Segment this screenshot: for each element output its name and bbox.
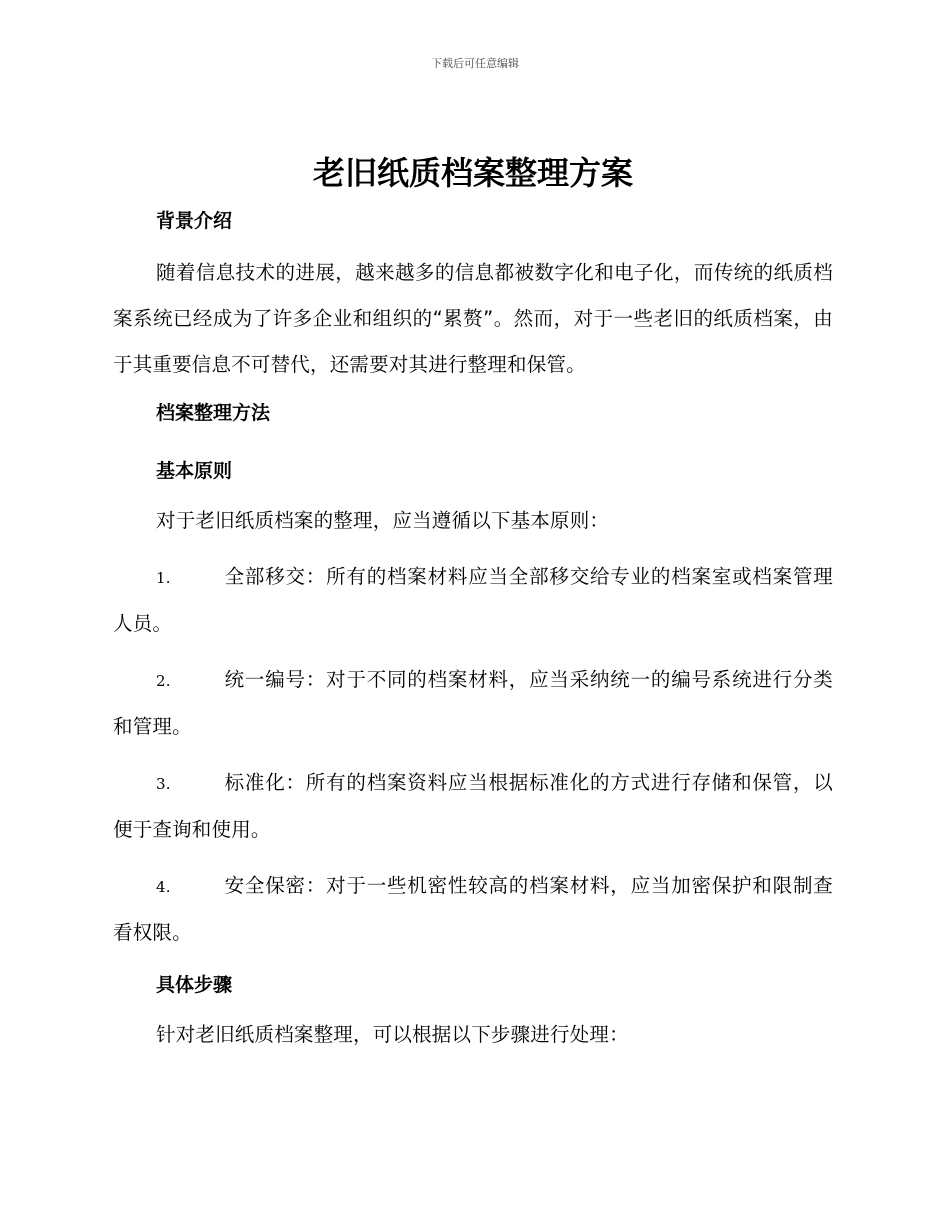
heading-method: 档案整理方法 [156, 402, 271, 424]
list-text: 标准化：所有的档案资料应当根据标准化的方式进行存储和保管，以便于查询和使用。 [113, 771, 833, 841]
list-text: 安全保密：对于一些机密性较高的档案材料，应当加密保护和限制查看权限。 [113, 874, 833, 944]
page-header: 下载后可任意编辑 [431, 57, 519, 70]
paragraph-background: 随着信息技术的进展，越来越多的信息都被数字化和电子化，而传统的纸质档案系统已经成为了许多企业和组织的“累赘”。然而，对于一些老旧的纸质档案，由于其重要信息不可替代，还需要对其进行整理和保管。 [113, 261, 833, 376]
list-number: 2. [156, 672, 171, 690]
paragraph-steps-intro: 针对老旧纸质档案整理，可以根据以下步骤进行处理： [156, 1023, 629, 1046]
list-number: 4. [156, 878, 171, 896]
heading-background: 背景介绍 [156, 210, 233, 232]
list-number: 1. [156, 569, 171, 587]
heading-principles: 基本原则 [156, 460, 233, 482]
document-title: 老旧纸质档案整理方案 [312, 154, 633, 192]
list-text: 全部移交：所有的档案材料应当全部移交给专业的档案室或档案管理人员。 [113, 565, 833, 635]
paragraph-principles-intro: 对于老旧纸质档案的整理，应当遵循以下基本原则： [156, 509, 610, 532]
list-text: 统一编号：对于不同的档案材料，应当采纳统一的编号系统进行分类和管理。 [113, 668, 833, 738]
heading-steps: 具体步骤 [156, 974, 233, 996]
list-item [113, 760, 833, 853]
list-item [113, 863, 833, 956]
list-item [113, 554, 833, 647]
list-number: 3. [156, 775, 171, 793]
list-item [113, 657, 833, 750]
document-body [113, 150, 833, 1058]
